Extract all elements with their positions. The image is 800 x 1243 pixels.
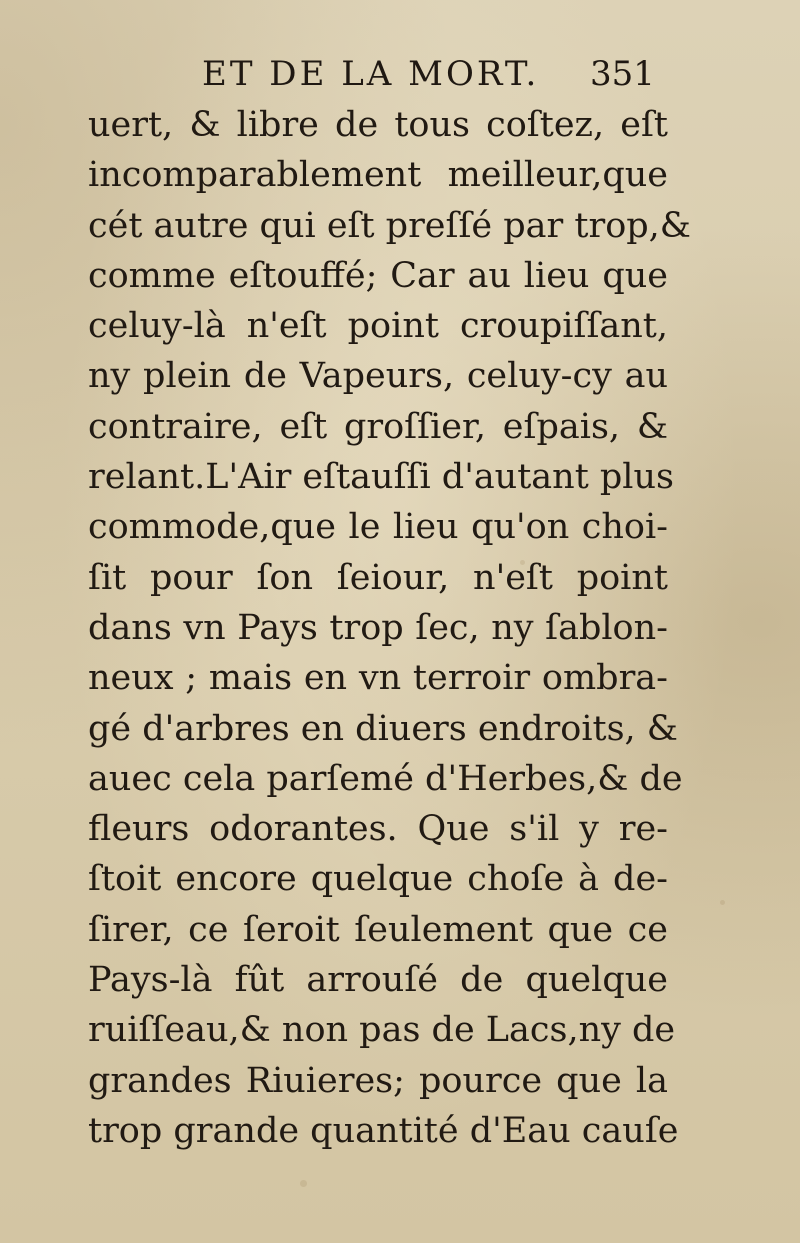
page-number: 351 [590,54,655,94]
page-header [0,48,800,96]
text-line: fleurs odorantes. Que s'il y re- [88,809,668,850]
text-line: incomparablement meilleur,que [88,155,668,196]
text-line: neux ; mais en vn terroir ombra- [88,658,668,699]
text-line: cét autre qui eſt preſſé par trop,& [88,205,691,246]
text-line: ſtoit encore quelque choſe à de- [88,859,668,900]
text-line: Pays-là fût arrouſé de quelque [88,960,668,1001]
text-line: auec cela parſemé d'Herbes,& de [88,758,683,799]
text-line: comme eſtouffé; Car au lieu que [88,255,668,296]
text-line: ſit pour ſon ſeiour, n'eſt point [88,557,668,598]
text-line: ny plein de Vapeurs, celuy-cy au [88,356,668,397]
running-head: ET DE LA MORT. [202,54,540,94]
text-line: ſirer, ce ſeroit ſeulement que ce [88,909,668,950]
body-text [88,100,691,1156]
text-line: trop grande quantité d'Eau cauſe [88,1110,679,1151]
text-line: celuy-là n'eſt point croupiſſant, [88,306,668,347]
paper-stain [300,1180,307,1187]
text-line: ruiſſeau,& non pas de Lacs,ny de [88,1010,676,1051]
text-line: grandes Riuieres; pource que la [88,1060,668,1101]
text-line: uert, & libre de tous coſtez, eſt [88,105,668,145]
paper-stain [720,900,725,905]
text-line: contraire, eſt groſſier, eſpais, & [88,406,668,447]
text-line: relant.L'Air eſtauſſi d'autant plus [88,457,674,498]
text-line: dans vn Pays trop ſec, ny ſablon- [88,607,668,648]
text-line: gé d'arbres en diuers endroits, & [88,708,678,749]
text-line: commode,que le lieu qu'on choi- [88,507,668,548]
